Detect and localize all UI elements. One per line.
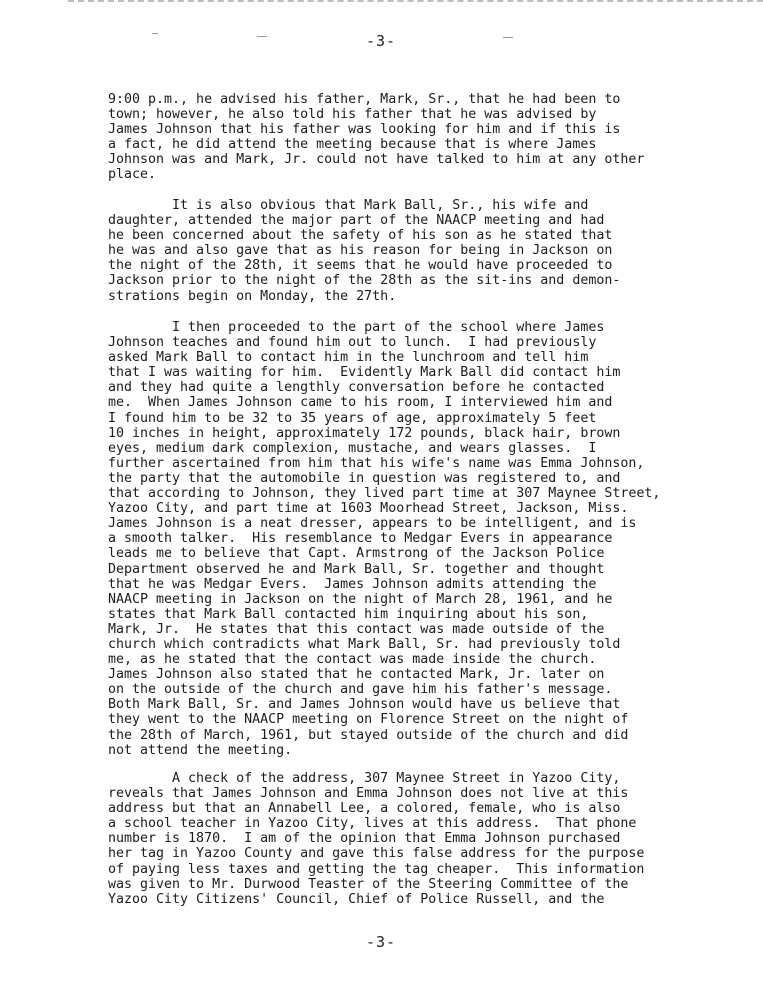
text-line: he been concerned about the safety of his son as he stated that	[108, 228, 613, 244]
text-line: Johnson was and Mark, Jr. could not have talked to him at any other	[108, 152, 645, 168]
top-edge-rule	[68, 0, 763, 5]
scan-mark	[257, 36, 267, 37]
text-line: they went to the NAACP meeting on Florence Street on the night of	[108, 712, 629, 728]
text-line: that according to Johnson, they lived part time at 307 Maynee Street,	[108, 486, 661, 502]
text-line: Both Mark Ball, Sr. and James Johnson would have us believe that	[108, 697, 621, 713]
text-line: place.	[108, 167, 157, 183]
text-line: I then proceeded to the part of the school where James	[108, 320, 605, 335]
text-line: Johnson teaches and found him out to lunch. I had previously	[108, 335, 597, 351]
text-line: the party that the automobile in question was registered to, and	[108, 470, 621, 486]
text-line: A check of the address, 307 Maynee Street in Yazoo City,	[108, 771, 621, 786]
text-line: Jackson prior to the night of the 28th as the sit-ins and demon-	[108, 273, 621, 289]
text-line: a smooth talker. His resemblance to Medgar Evers in appearance	[108, 531, 613, 547]
text-line: Mark, Jr. He states that this contact was made outside of the	[108, 621, 605, 637]
text-line: that he was Medgar Evers. James Johnson admits attending the	[108, 576, 597, 592]
text-line: It is also obvious that Mark Ball, Sr., his wife and	[108, 198, 589, 213]
text-line: me. When James Johnson came to his room, I interviewed him and	[108, 395, 613, 411]
text-line: leads me to believe that Capt. Armstrong of the Jackson Police	[108, 546, 605, 562]
text-line: daughter, attended the major part of the NAACP meeting and had	[108, 213, 605, 229]
text-line: further ascertained from him that his wife's name was Emma Johnson,	[108, 455, 645, 471]
scan-mark	[503, 37, 513, 38]
text-line: Yazoo City, and part time at 1603 Moorhead Street, Jackson, Miss.	[108, 501, 629, 517]
text-line: eyes, medium dark complexion, mustache, and wears glasses. I	[108, 440, 597, 456]
text-line: states that Mark Ball contacted him inquiring about his son,	[108, 606, 589, 622]
paragraph-2	[108, 198, 620, 304]
text-line: 9:00 p.m., he advised his father, Mark, Sr., that he had been to	[108, 92, 621, 107]
page-number-footer: -3-	[366, 933, 397, 951]
text-line: Yazoo City Citizens' Council, Chief of Police Russell, and the	[108, 891, 605, 907]
text-line: the night of the 28th, it seems that he would have proceeded to	[108, 258, 613, 274]
text-line: 10 inches in height, approximately 172 pounds, black hair, brown	[108, 425, 621, 441]
text-line: James Johnson that his father was looking for him and if this is	[108, 122, 621, 138]
text-line: asked Mark Ball to contact him in the lunchroom and tell him	[108, 350, 589, 366]
text-line: address but that an Annabell Lee, a colored, female, who is also	[108, 801, 621, 817]
text-line: reveals that James Johnson and Emma Johnson does not live at this	[108, 786, 629, 802]
text-line: on the outside of the church and gave him his father's message.	[108, 682, 613, 698]
text-line: that I was waiting for him. Evidently Mark Ball did contact him	[108, 365, 621, 381]
text-line: of paying less taxes and getting the tag cheaper. This information	[108, 861, 645, 877]
text-line: town; however, he also told his father that he was advised by	[108, 107, 597, 123]
text-line: church which contradicts what Mark Ball, Sr. had previously told	[108, 636, 621, 652]
text-line: I found him to be 32 to 35 years of age, approximately 5 feet	[108, 410, 597, 426]
text-line: number is 1870. I am of the opinion that Emma Johnson purchased	[108, 831, 621, 847]
text-line: Department observed he and Mark Ball, Sr. together and thought	[108, 561, 605, 577]
text-line: a fact, he did attend the meeting because that is where James	[108, 137, 597, 153]
text-line: James Johnson is a neat dresser, appears to be intelligent, and is	[108, 516, 637, 532]
text-line: a school teacher in Yazoo City, lives at this address. That phone	[108, 816, 637, 832]
page-number-header: -3-	[366, 32, 397, 50]
text-line: not attend the meeting.	[108, 742, 293, 758]
paragraph-4	[108, 771, 644, 907]
text-line: he was and also gave that as his reason for being in Jackson on	[108, 243, 613, 259]
text-line: strations begin on Monday, the 27th.	[108, 288, 397, 304]
scan-mark	[152, 33, 158, 34]
paragraph-3	[108, 320, 660, 758]
text-line: me, as he stated that the contact was made inside the church.	[108, 652, 597, 668]
text-line: was given to Mr. Durwood Teaster of the Steering Committee of the	[108, 876, 629, 892]
text-line: James Johnson also stated that he contacted Mark, Jr. later on	[108, 667, 605, 683]
text-line: and they had quite a lengthly conversation before he contacted	[108, 380, 605, 396]
text-line: her tag in Yazoo County and gave this false address for the purpose	[108, 846, 645, 862]
paragraph-1	[108, 92, 644, 183]
text-line: the 28th of March, 1961, but stayed outside of the church and did	[108, 727, 629, 743]
text-line: NAACP meeting in Jackson on the night of March 28, 1961, and he	[108, 591, 613, 607]
